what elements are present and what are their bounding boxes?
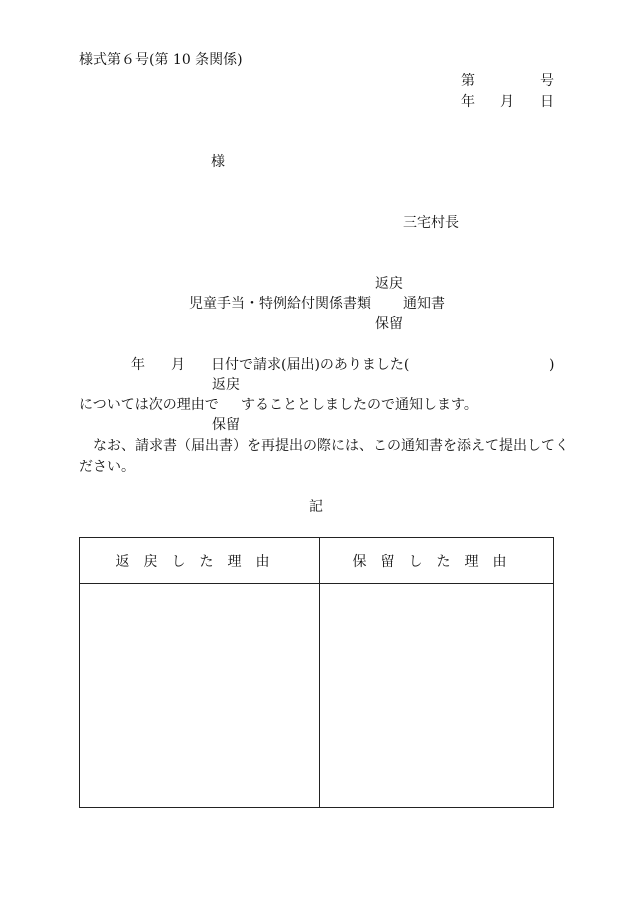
request-close: ) [549,357,555,373]
title-suffix: 通知書 [403,296,445,312]
date-month: 月 [500,94,514,110]
note-line-1: なお、請求書（届出書）を再提出の際には、この通知書を添えて提出してく [93,438,569,454]
body-option-hold: 保留 [212,417,240,433]
issuer: 三宅村長 [403,215,459,231]
body-option-return: 返戻 [212,377,240,393]
addressee-suffix: 様 [211,154,225,170]
request-year: 年 [131,357,145,373]
doc-number-gou: 号 [540,73,554,89]
reasons-table-body-row [80,584,554,808]
doc-number-dai: 第 [461,73,475,89]
note-line-2: ださい。 [79,459,135,475]
reasons-table [79,537,554,808]
request-text: 日付で請求(届出)のありました( [211,357,410,373]
title-option-return: 返戻 [375,276,403,292]
hold-reason-cell[interactable] [320,584,554,808]
return-reason-header: 返戻した理由 [80,538,320,584]
title-main: 児童手当・特例給付関係書類 [189,296,371,312]
date-year: 年 [461,94,475,110]
date-day: 日 [540,94,554,110]
hold-reason-header: 保留した理由 [320,538,554,584]
reason-text-b: することとしましたので通知します。 [241,397,478,413]
reason-text-a: については次の理由で [79,397,219,413]
form-number: 様式第６号(第 10 条関係) [79,52,243,68]
ki-heading: 記 [309,499,323,515]
reasons-table-header-row [80,538,554,584]
return-reason-cell[interactable] [80,584,320,808]
title-option-hold: 保留 [375,316,403,332]
request-month: 月 [171,357,185,373]
